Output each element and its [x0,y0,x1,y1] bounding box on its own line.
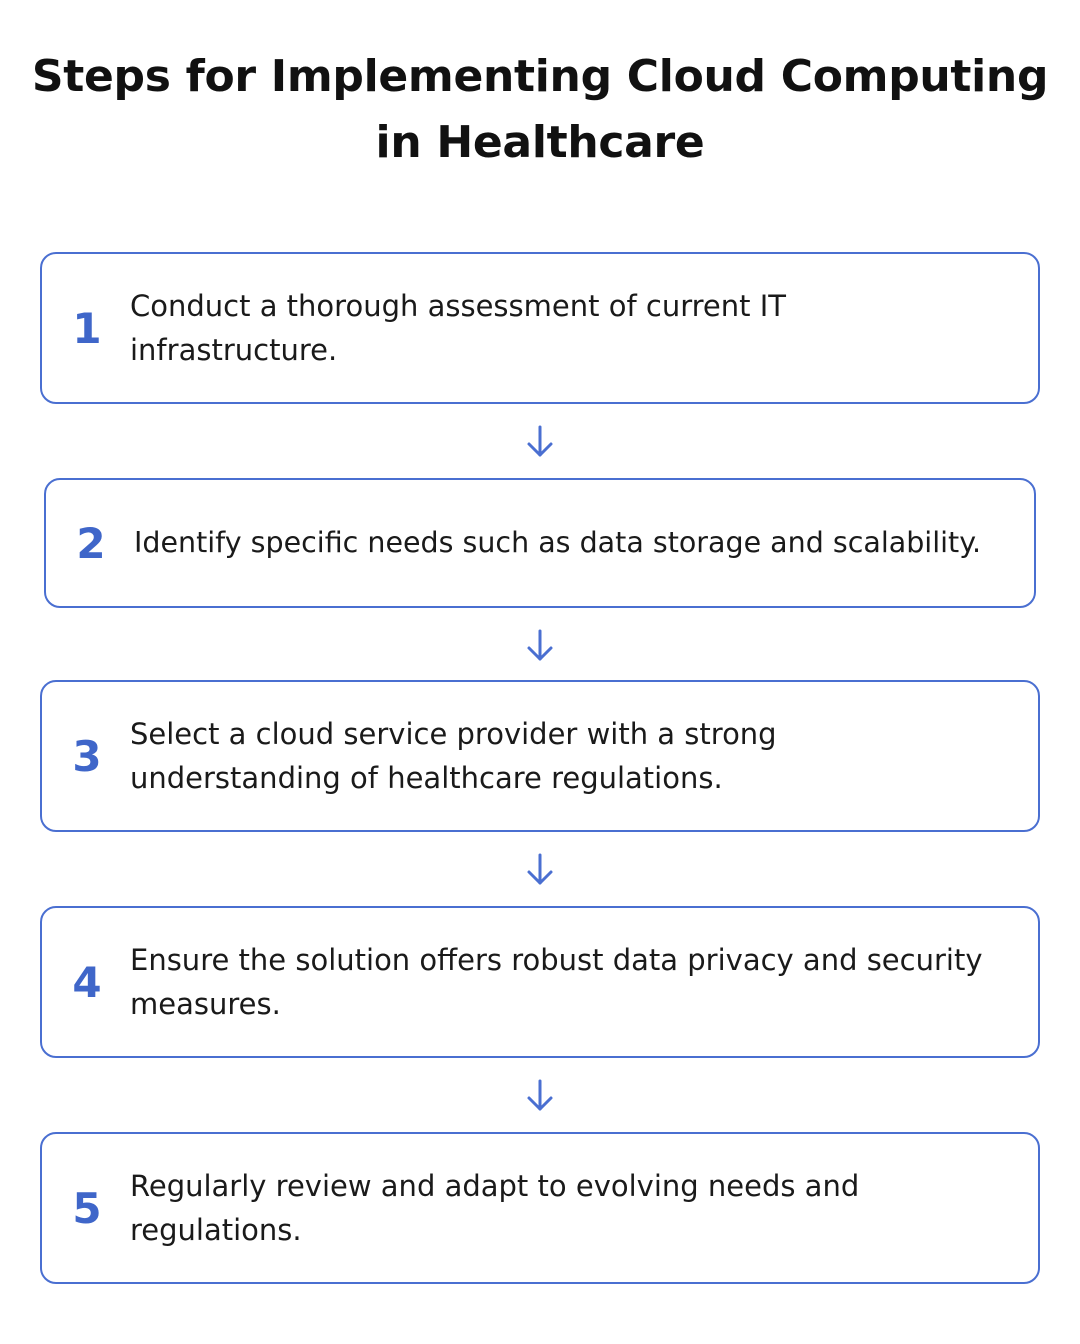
diagram-title-line-2: in Healthcare [375,117,705,168]
step-text-5: Regularly review and adapt to evolving needs and regulations. [130,1169,860,1247]
arrow-down-icon [524,424,556,460]
step-number-5: 5 [72,1183,102,1233]
step-number-1: 1 [72,303,102,353]
step-number-4: 4 [72,957,102,1007]
diagram-title-line-1: Steps for Implementing Cloud Computing [31,51,1049,102]
arrow-down-icon [524,628,556,664]
step-box-5 [40,1132,1040,1284]
arrow-down-icon [524,1078,556,1114]
step-number-2: 2 [76,518,106,568]
step-number-3: 3 [72,731,102,781]
step-box-2 [44,478,1036,608]
step-box-3 [40,680,1040,832]
step-text-2: Identify specific needs such as data storage and scalability. [134,526,982,559]
step-text-3: Select a cloud service provider with a strong understanding of healthcare regulations. [130,717,777,795]
step-box-1 [40,252,1040,404]
arrow-down-icon [524,852,556,888]
diagram-title [0,44,1080,176]
step-text-1: Conduct a thorough assessment of current IT infrastructure. [130,289,786,367]
step-box-4 [40,906,1040,1058]
step-text-4: Ensure the solution offers robust data privacy and security measures. [130,943,983,1021]
